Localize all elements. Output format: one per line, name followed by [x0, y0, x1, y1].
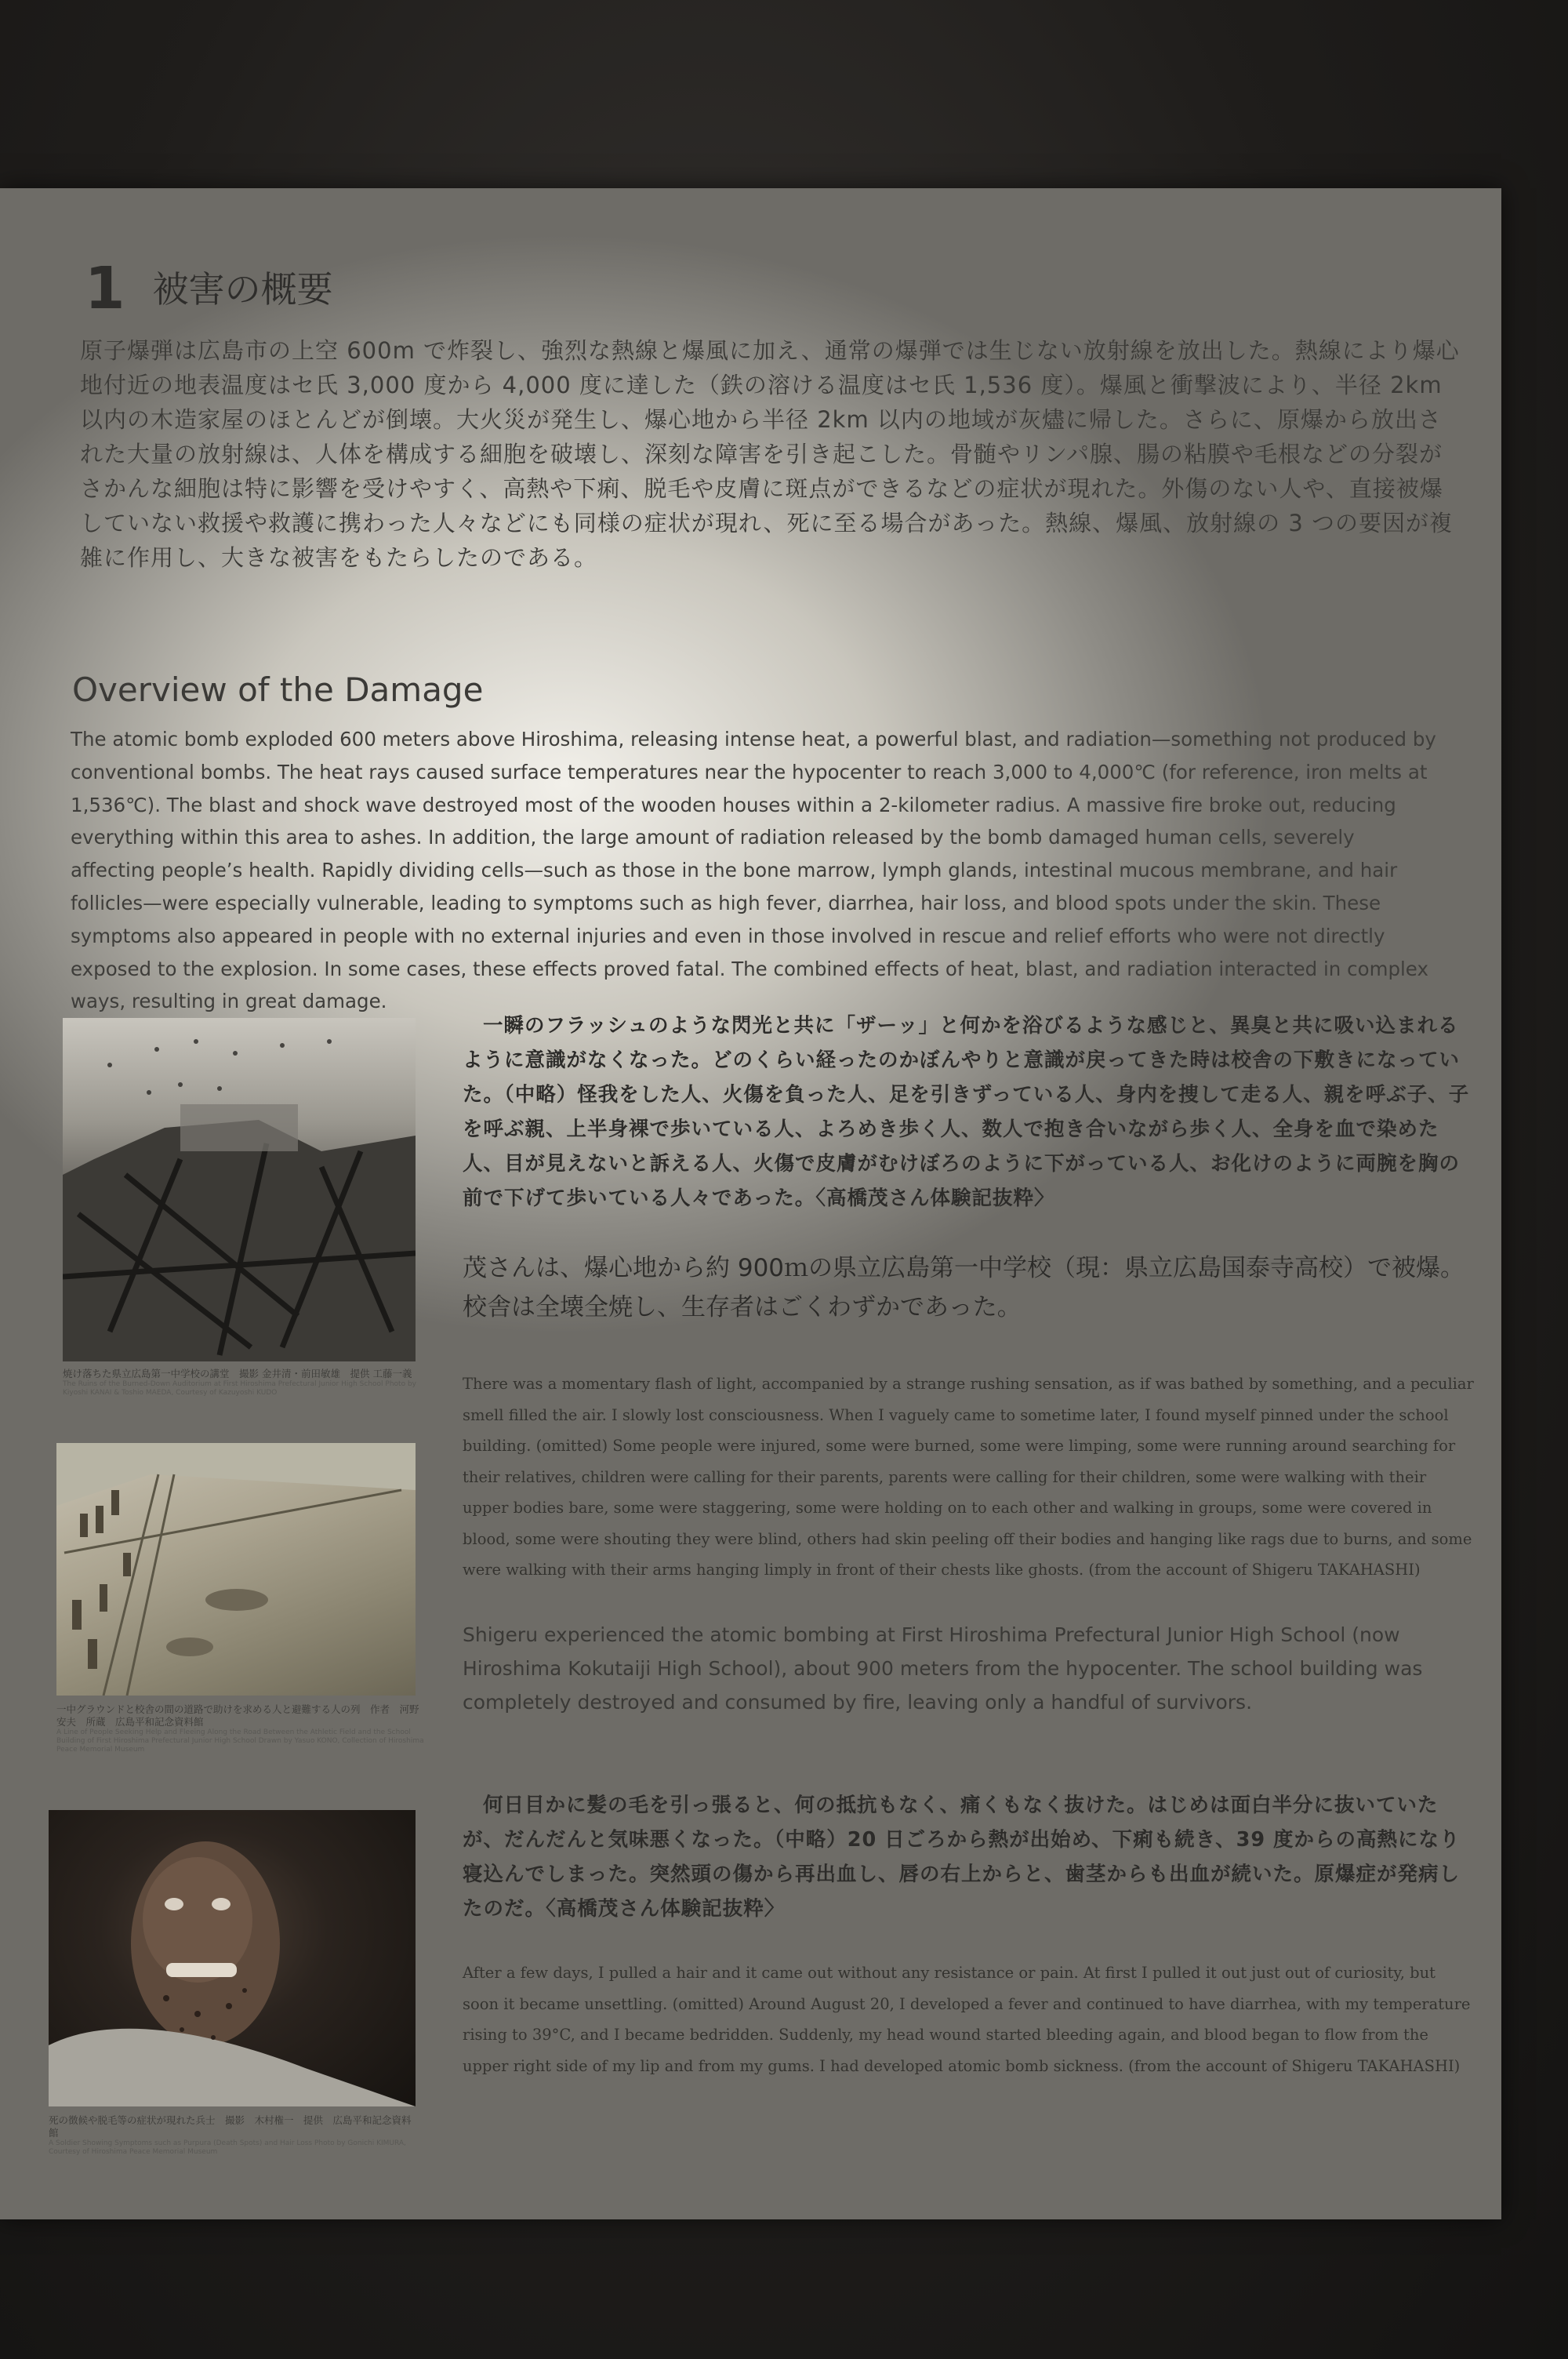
- photo-caption-2-jp: 一中グラウンドと校舎の間の道路で助けを求める人と避難する人の列 作者 河野安夫 所蔵 広島平和記念資料館: [56, 1703, 419, 1728]
- testimony-quote-1-en: There was a momentary flash of light, accompanied by a strange rushing sensation, as if was bathed by something, and a peculiar smell filled the air. I slowly lost consciousness. When I vaguely came to sometime later, I found myself pinned under the school building. (omitted) Some people were injured, some were burned, some were limping, some were running around searching for their relatives, children were calling for their parents, parents were calling for their children, some were walking with their upper bodies bare, some were staggering, some were holding on to each other and walking in groups, some were covered in blood, some were shouting they were blind, others had skin peeling off their bodies and hanging like rags due to burns, and some were walking with their arms hanging limply in front of their chests like ghosts. (from the account of Shigeru TAKAHASHI): [463, 1375, 1474, 1579]
- section-number: 1: [85, 255, 125, 322]
- photo-caption-2-en: A Line of People Seeking Help and Fleeing Along the Road Between the Athletic Field and the School Building of First Hiroshima Prefectural Junior High School Drawn by Yasuo KONO, Collection of Hiroshima Peace Memorial Museum: [56, 1728, 424, 1754]
- testimony-summary-en: Shigeru experienced the atomic bombing at First Hiroshima Prefectural Junior High School (now Hiroshima Kokutaiji High School), about 900 meters from the hypocenter. The school building was completely destroyed and consumed by fire, leaving only a handful of survivors.: [463, 1623, 1423, 1714]
- photo-caption-3-jp: 死の徴候や脱毛等の症状が現れた兵士 撮影 木村権一 提供 広島平和記念資料館: [49, 2114, 412, 2139]
- photo-auditorium-ruins: [63, 1018, 416, 1361]
- drawing-people-fleeing: [56, 1443, 416, 1696]
- intro-paragraph-en: The atomic bomb exploded 600 meters above Hiroshima, releasing intense heat, a powerful blast, and radiation—something not produced by conventional bombs. The heat rays caused surface temperatures near the hypocenter to reach 3,000 to 4,000℃ (for reference, iron melts at 1,536℃). The blast and shock wave destroyed most of the wooden houses within a 2-kilometer radius. A massive fire broke out, reducing everything within this area to ashes. In addition, the large amount of radiation released by the bomb damaged human cells, severely affecting people’s health. Rapidly dividing cells—such as those in the bone marrow, lymph glands, intestinal mucous membrane, and hair follicles—were especially vulnerable, leading to symptoms such as high fever, diarrhea, hair loss, and blood spots under the skin. These symptoms also appeared in people with no external injuries and even in those involved in rescue and relief efforts who were not directly exposed to the explosion. In some cases, these effects proved fatal. The combined effects of heat, blast, and radiation interacted in complex ways, resulting in great damage.: [71, 728, 1436, 1013]
- testimony-summary-jp: 茂さんは、爆心地から約 900ｍの県立広島第一中学校（現：県立広島国泰寺高校）で被爆。校舎は全壊全焼し、生存者はごくわずかであった。: [463, 1254, 1465, 1321]
- photo-caption-3-en: A Soldier Showing Symptoms such as Purpura (Death Spots) and Hair Loss Photo by Gonichi KIMURA, Courtesy of Hiroshima Peace Memorial Museum: [49, 2139, 406, 2156]
- testimony-quote-2-jp: 何日目かに髪の毛を引っ張ると、何の抵抗もなく、痛くもなく抜けた。はじめは面白半分に抜いていたが、だんだんと気味悪くなった。（中略）20 日ごろから熱が出始め、下痢も続き、39 度からの高熱になり寝込んでしまった。突然頭の傷から再出血し、唇の右上からと、歯茎からも出血が続いた。原爆症が発病したのだ。〈高橋茂さん体験記抜粋〉: [463, 1794, 1461, 1921]
- intro-paragraph-jp: 原子爆弾は広島市の上空 600m で炸裂し、強烈な熱線と爆風に加え、通常の爆弾では生じない放射線を放出した。熱線により爆心地付近の地表温度はセ氏 3,000 度から 4,000 度に達した（鉄の溶ける温度はセ氏 1,536 度）。爆風と衝撃波により、半径 2km 以内の木造家屋のほとんどが倒壊。大火災が発生し、爆心地から半径 2km 以内の地域が灰燼に帰した。さらに、原爆から放出された大量の放射線は、人体を構成する細胞を破壊し、深刻な障害を引き起こした。骨髄やリンパ腺、腸の粘膜や毛根などの分裂がさかんな細胞は特に影響を受けやすく、高熱や下痢、脱毛や皮膚に斑点ができるなどの症状が現れた。外傷のない人や、直接被爆していない救援や救護に携わった人々などにも同様の症状が現れ、死に至る場合があった。熱線、爆風、放射線の 3 つの要因が複雑に作用し、大きな被害をもたらしたのである。: [80, 337, 1460, 571]
- photo-soldier-symptoms: [49, 1810, 416, 2106]
- photo-caption-3: [49, 2114, 417, 2157]
- photo-caption-2: [56, 1703, 425, 1754]
- photo-caption-1: [63, 1368, 423, 1398]
- photo-caption-1-en: The Ruins of the Burned-Down Auditorium at First Hiroshima Prefectural Junior High School Photo by Kiyoshi KANAI & Toshio MAEDA, Courtesy of Kazuyoshi KUDO: [63, 1380, 416, 1397]
- section-heading: [85, 255, 333, 322]
- section-title-en: Overview of the Damage: [72, 671, 484, 709]
- testimony-quote-2-en: After a few days, I pulled a hair and it came out without any resistance or pain. At first I pulled it out just out of curiosity, but soon it became unsettling. (omitted) Around August 20, I developed a fever and continued to have diarrhea, with my temperature rising to 39°C, and I became bedridden. Suddenly, my head wound started bleeding again, and blood began to flow from the upper right side of my lip and from my gums. I had developed atomic bomb sickness. (from the account of Shigeru TAKAHASHI): [463, 1964, 1471, 2075]
- photo-caption-1-jp: 焼け落ちた県立広島第一中学校の講堂 撮影 金井清・前田敏雄 提供 工藤一義: [63, 1368, 412, 1379]
- testimony-quote-1-jp: 一瞬のフラッシュのような閃光と共に「ザーッ」と何かを浴びるような感じと、異臭と共に吸い込まれるように意識がなくなった。どのくらい経ったのかぼんやりと意識が戻ってきた時は校舎の下敷きになっていた。（中略）怪我をした人、火傷を負った人、足を引きずっている人、身内を捜して走る人、親を呼ぶ子、子を呼ぶ親、上半身裸で歩いている人、よろめき歩く人、数人で抱き合いながら歩く人、全身を血で染めた人、目が見えないと訴える人、火傷で皮膚がむけぼろのように下がっている人、お化けのように両腕を胸の前で下げて歩いている人々であった。〈高橋茂さん体験記抜粋〉: [463, 1014, 1470, 1210]
- section-title-jp: 被害の概要: [152, 268, 333, 311]
